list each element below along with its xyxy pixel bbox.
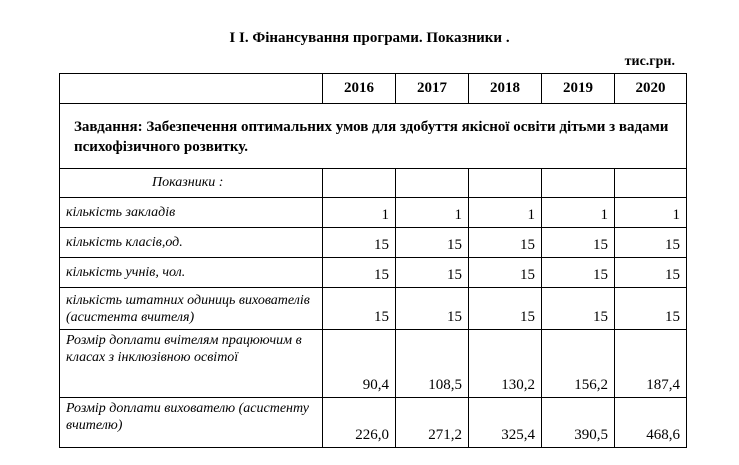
task-row bbox=[60, 104, 687, 169]
row-label: кількість штатних одиниць вихователів (асистента вчителя) bbox=[60, 288, 323, 330]
year-2020: 2020 bbox=[615, 74, 687, 104]
row-value: 1 bbox=[396, 198, 469, 228]
row-value: 15 bbox=[615, 228, 687, 258]
row-value: 468,6 bbox=[615, 398, 687, 448]
row-value: 156,2 bbox=[542, 330, 615, 398]
table-row bbox=[60, 398, 687, 448]
empty-cell bbox=[323, 169, 396, 198]
row-value: 390,5 bbox=[542, 398, 615, 448]
table-row bbox=[60, 288, 687, 330]
row-value: 226,0 bbox=[323, 398, 396, 448]
table-row bbox=[60, 228, 687, 258]
row-value: 90,4 bbox=[323, 330, 396, 398]
row-value: 325,4 bbox=[469, 398, 542, 448]
row-label: кількість класів,од. bbox=[60, 228, 323, 258]
unit-label: тис.грн. bbox=[624, 54, 675, 69]
indicators-header: Показники : bbox=[60, 169, 323, 198]
row-value: 15 bbox=[396, 258, 469, 288]
empty-cell bbox=[615, 169, 687, 198]
row-value: 15 bbox=[542, 228, 615, 258]
table-row bbox=[60, 330, 687, 398]
year-2016: 2016 bbox=[323, 74, 396, 104]
row-value: 15 bbox=[615, 288, 687, 330]
row-value: 15 bbox=[542, 288, 615, 330]
row-value: 15 bbox=[469, 228, 542, 258]
row-value: 108,5 bbox=[396, 330, 469, 398]
table-row bbox=[60, 258, 687, 288]
row-value: 130,2 bbox=[469, 330, 542, 398]
row-value: 15 bbox=[323, 288, 396, 330]
row-value: 15 bbox=[396, 228, 469, 258]
row-label: кількість закладів bbox=[60, 198, 323, 228]
year-2018: 2018 bbox=[469, 74, 542, 104]
document-title: І І. Фінансування програми. Показники . bbox=[229, 30, 510, 46]
row-label: кількість учнів, чол. bbox=[60, 258, 323, 288]
row-label: Розмір доплати вчітелям працюючим в класах з інклюзівною освітої bbox=[60, 330, 323, 398]
row-value: 1 bbox=[615, 198, 687, 228]
year-2019: 2019 bbox=[542, 74, 615, 104]
row-value: 15 bbox=[323, 258, 396, 288]
row-value: 15 bbox=[542, 258, 615, 288]
empty-cell bbox=[542, 169, 615, 198]
task-text: Завдання: Забезпечення оптимальних умов для здобуття якісної освіти дітьми з вадами психофізичного розвитку. bbox=[60, 104, 687, 169]
row-value: 271,2 bbox=[396, 398, 469, 448]
row-value: 1 bbox=[323, 198, 396, 228]
table-row bbox=[60, 198, 687, 228]
row-value: 15 bbox=[469, 288, 542, 330]
empty-cell bbox=[396, 169, 469, 198]
row-value: 15 bbox=[323, 228, 396, 258]
row-value: 15 bbox=[396, 288, 469, 330]
year-header-row bbox=[60, 74, 687, 104]
row-value: 15 bbox=[615, 258, 687, 288]
financing-table bbox=[59, 73, 687, 448]
row-value: 1 bbox=[542, 198, 615, 228]
row-value: 1 bbox=[469, 198, 542, 228]
empty-cell bbox=[469, 169, 542, 198]
row-value: 187,4 bbox=[615, 330, 687, 398]
row-label: Розмір доплати вихователю (асистенту вчителю) bbox=[60, 398, 323, 448]
indicators-header-row bbox=[60, 169, 687, 198]
row-value: 15 bbox=[469, 258, 542, 288]
header-empty-cell bbox=[60, 74, 323, 104]
year-2017: 2017 bbox=[396, 74, 469, 104]
